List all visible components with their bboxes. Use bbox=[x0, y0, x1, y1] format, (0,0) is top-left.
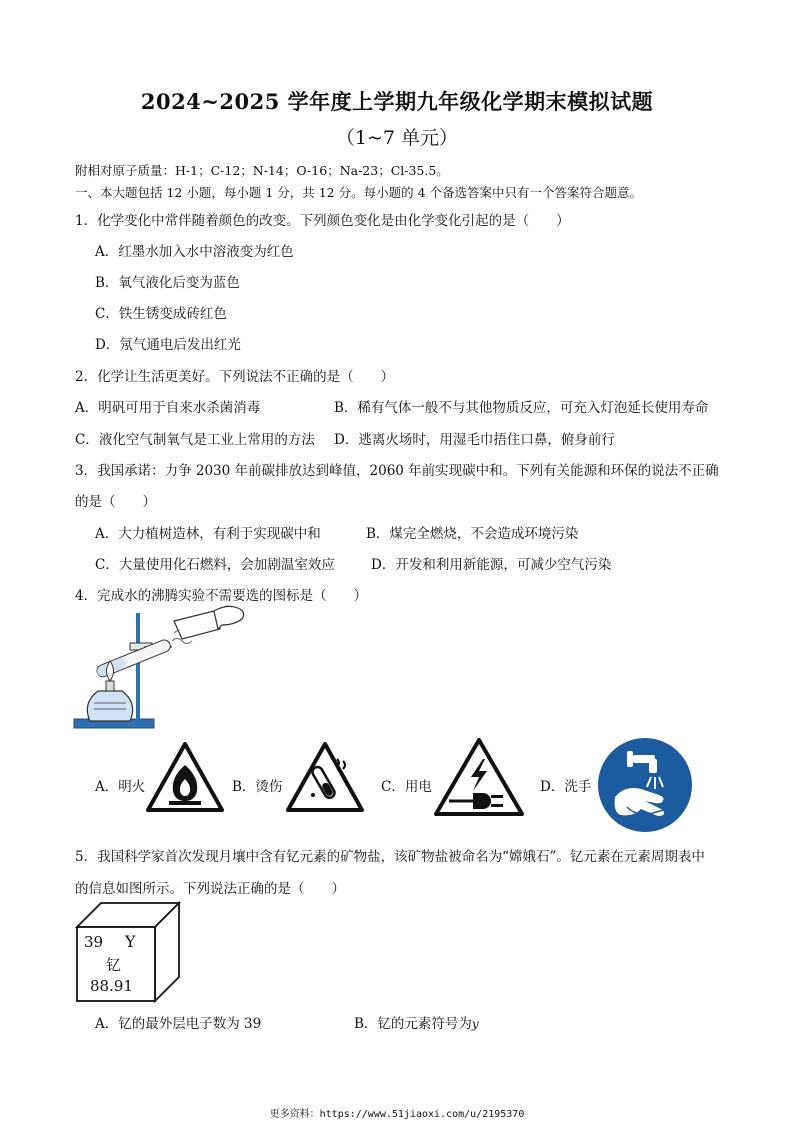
element-atomic-mass: 88.91 bbox=[90, 977, 133, 995]
boiling-water-apparatus-illustration bbox=[74, 603, 249, 733]
q4-option-a: A．明火 bbox=[95, 779, 146, 795]
q2-option-a: A．明矾可用于自来水杀菌消毒 bbox=[75, 400, 261, 416]
hot-tube-burn-icon bbox=[285, 741, 365, 813]
flame-warning-icon bbox=[145, 741, 225, 813]
q5-option-b bbox=[354, 1012, 479, 1032]
q5-option-b-symbol: y bbox=[471, 1017, 479, 1031]
q3-option-b: B．煤完全燃烧，不会造成环境污染 bbox=[366, 526, 579, 542]
q4-option-d: D．洗手 bbox=[540, 779, 592, 795]
q2-option-d: D．逃离火场时，用湿毛巾捂住口鼻，俯身前行 bbox=[334, 432, 615, 448]
q1-option-c: C．铁生锈变成砖红色 bbox=[95, 306, 227, 322]
q2-option-b: B．稀有气体一般不与其他物质反应，可充入灯泡延长使用寿命 bbox=[334, 400, 709, 416]
q3-option-a: A．大力植树造林，有利于实现碳中和 bbox=[95, 526, 321, 542]
hand-washing-icon bbox=[597, 737, 693, 833]
q2-option-c: C．液化空气制氧气是工业上常用的方法 bbox=[75, 432, 315, 448]
q5-stem-line1: 5．我国科学家首次发现月壤中含有钇元素的矿物盐，该矿物盐被命名为“嫦娥石”。钇元素在元素周期表中 bbox=[75, 849, 705, 865]
q5-option-a: A．钇的最外层电子数为 39 bbox=[95, 1016, 262, 1032]
element-name: 钇 bbox=[106, 956, 122, 974]
exam-title: 2024~2025 学年度上学期九年级化学期末模拟试题 bbox=[140, 89, 654, 114]
q4-option-b: B．烫伤 bbox=[232, 779, 283, 795]
q4-stem: 4．完成水的沸腾实验不需要选的图标是（ ） bbox=[75, 588, 368, 604]
q5-stem-line2: 的信息如图所示。下列说法正确的是（ ） bbox=[75, 881, 345, 897]
footer-source-link[interactable]: 更多资料：https://www.51jiaoxi.com/u/2195370 bbox=[269, 1109, 525, 1120]
q3-stem-line2: 的是（ ） bbox=[75, 494, 156, 510]
q1-option-a: A．红墨水加入水中溶液变为红色 bbox=[95, 244, 294, 260]
q3-option-d: D．开发和利用新能源，可减少空气污染 bbox=[371, 557, 612, 573]
q1-stem: 1．化学变化中常伴随着颜色的改变。下列颜色变化是由化学变化引起的是（ ） bbox=[75, 213, 570, 229]
atomic-mass-note: 附相对原子质量：H-1；C-12；N-14；O-16；Na-23；Cl-35.5。 bbox=[75, 163, 449, 178]
electric-plug-icon bbox=[433, 737, 525, 817]
q1-option-d: D．氖气通电后发出红光 bbox=[95, 337, 241, 353]
element-symbol: Y bbox=[125, 932, 136, 951]
q5-option-b-text: B．钇的元素符号为 bbox=[354, 1016, 472, 1032]
element-atomic-number: 39 bbox=[84, 933, 104, 951]
q4-option-c: C．用电 bbox=[381, 779, 432, 795]
exam-subtitle: （1~7 单元） bbox=[335, 127, 459, 149]
q3-option-c: C．大量使用化石燃料，会加剧温室效应 bbox=[95, 557, 335, 573]
q2-stem: 2．化学让生活更美好。下列说法不正确的是（ ） bbox=[75, 369, 395, 385]
section-one-instructions: 一、本大题包括 12 小题，每小题 1 分，共 12 分。每小题的 4 个备选答案中只有一个答案符合题意。 bbox=[75, 185, 643, 200]
q1-option-b: B．氧气液化后变为蓝色 bbox=[95, 275, 240, 291]
q3-stem-line1: 3．我国承诺：力争 2030 年前碳排放达到峰值，2060 年前实现碳中和。下列有关能源和环保的说法不正确 bbox=[75, 463, 719, 479]
